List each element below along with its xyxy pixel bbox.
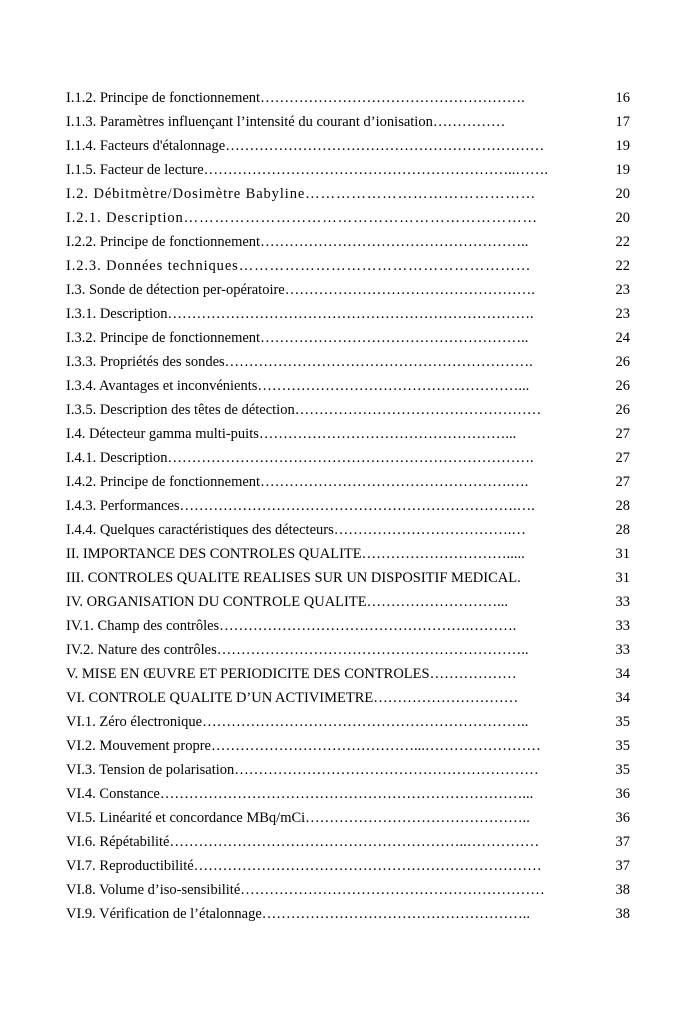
- toc-entry-title: I.3.5. Description des têtes de détection……………………………………………: [66, 402, 542, 418]
- toc-entry: [66, 830, 636, 854]
- toc-entry: [66, 374, 636, 398]
- toc-entry: [66, 542, 636, 566]
- toc-entry-page: 37: [615, 858, 630, 874]
- toc-entry-title: I.3.1. Description………………………………………………………………….: [66, 306, 534, 322]
- toc-entry-title: I.1.5. Facteur de lecture………………………………………………………..…….: [66, 162, 549, 178]
- toc-entry-page: 31: [615, 546, 630, 562]
- toc-entry-page: 33: [615, 618, 630, 634]
- toc-entry: [66, 518, 636, 542]
- toc-entry: [66, 110, 636, 134]
- toc-entry-title: II. IMPORTANCE DES CONTROLES QUALITE………………………….....: [66, 546, 525, 562]
- toc-entry-page: 22: [615, 258, 630, 274]
- toc-entry-title: IV.2. Nature des contrôles………………………………………………………..: [66, 642, 529, 658]
- toc-entry: [66, 806, 636, 830]
- toc-entry: [66, 182, 636, 206]
- toc-entry-page: 27: [615, 426, 630, 442]
- toc-entry-title: I.3.2. Principe de fonctionnement………………………………………………..: [66, 330, 529, 346]
- toc-entry-page: 34: [615, 690, 630, 706]
- toc-entry-page: 27: [615, 474, 630, 490]
- toc-entry-page: 35: [615, 714, 630, 730]
- toc-entry: [66, 470, 636, 494]
- toc-entry-page: 27: [615, 450, 630, 466]
- toc-entry-page: 38: [615, 882, 630, 898]
- toc-entry: [66, 398, 636, 422]
- toc-entry: [66, 758, 636, 782]
- toc-entry-title: I.4.3. Performances…………………………………………………………….….: [66, 498, 535, 514]
- toc-entry-page: 36: [615, 786, 630, 802]
- toc-entry-page: 26: [615, 378, 630, 394]
- toc-entry-page: 28: [615, 522, 630, 538]
- toc-entry: [66, 206, 636, 230]
- toc-entry-page: 23: [615, 306, 630, 322]
- toc-entry: [66, 638, 636, 662]
- toc-entry-title: VI.7. Reproductibilité………………………………………………………………: [66, 858, 542, 874]
- toc-entry-title: I.1.2. Principe de fonctionnement……………………………………………….: [66, 90, 525, 106]
- toc-entry-title: VI.2. Mouvement propre……………………………………...……………………: [66, 738, 541, 754]
- toc-entry-title: I.2.3. Données techniques…………………………………………………: [66, 258, 532, 274]
- toc-entry-page: 19: [615, 162, 630, 178]
- toc-entry: [66, 878, 636, 902]
- toc-entry-page: 16: [615, 90, 630, 106]
- toc-entry-title: VI.9. Vérification de l’étalonnage………………………………………………..: [66, 906, 531, 922]
- toc-entry-title: III. CONTROLES QUALITE REALISES SUR UN DISPOSITIF MEDICAL.: [66, 570, 521, 586]
- toc-entry: [66, 614, 636, 638]
- toc-entry-page: 22: [615, 234, 630, 250]
- toc-entry: [66, 254, 636, 278]
- toc-entry: [66, 494, 636, 518]
- toc-entry-page: 34: [615, 666, 630, 682]
- toc-entry-page: 26: [615, 402, 630, 418]
- toc-entry: [66, 662, 636, 686]
- toc-entry: [66, 734, 636, 758]
- toc-entry-page: 23: [615, 282, 630, 298]
- toc-entry-page: 20: [615, 210, 630, 226]
- toc-entry-page: 26: [615, 354, 630, 370]
- toc-entry-title: VI.8. Volume d’iso-sensibilité………………………………………………………: [66, 882, 545, 898]
- toc-entry-title: I.3.4. Avantages et inconvénients………………………………………………...: [66, 378, 530, 394]
- toc-entry-page: 38: [615, 906, 630, 922]
- toc-entry-page: 24: [615, 330, 630, 346]
- toc-entry-page: 31: [615, 570, 630, 586]
- toc-entry-title: I.4.4. Quelques caractéristiques des détecteurs……………………………….…: [66, 522, 526, 538]
- toc-entry: [66, 446, 636, 470]
- toc-entry-page: 28: [615, 498, 630, 514]
- toc-entry-title: I.2. Débitmètre/Dosimètre Babyline………………………………………: [66, 186, 537, 202]
- toc-entry-page: 35: [615, 738, 630, 754]
- table-of-contents: [66, 86, 636, 926]
- toc-entry-title: VI.5. Linéarité et concordance MBq/mCi………………………………………..: [66, 810, 530, 826]
- toc-entry-page: 33: [615, 642, 630, 658]
- toc-entry-title: VI.3. Tension de polarisation………………………………………………………: [66, 762, 539, 778]
- toc-entry-page: 33: [615, 594, 630, 610]
- toc-entry-title: I.3. Sonde de détection per-opératoire…………………………………………….: [66, 282, 535, 298]
- toc-entry: [66, 710, 636, 734]
- toc-entry-title: IV.1. Champ des contrôles…………………………………………….……….: [66, 618, 517, 634]
- toc-entry: [66, 422, 636, 446]
- toc-entry: [66, 158, 636, 182]
- toc-entry-title: VI. CONTROLE QUALITE D’UN ACTIVIMETRE…………………………: [66, 690, 519, 706]
- toc-entry: [66, 326, 636, 350]
- toc-entry: [66, 590, 636, 614]
- toc-entry-page: 19: [615, 138, 630, 154]
- toc-entry-title: I.1.4. Facteurs d'étalonnage…………………………………………………………: [66, 138, 545, 154]
- toc-entry-page: 37: [615, 834, 630, 850]
- toc-entry-title: I.2.2. Principe de fonctionnement………………………………………………..: [66, 234, 529, 250]
- toc-entry: [66, 782, 636, 806]
- toc-entry-title: VI.1. Zéro électronique…………………………………………………………..: [66, 714, 529, 730]
- toc-entry: [66, 302, 636, 326]
- toc-entry: [66, 350, 636, 374]
- toc-entry: [66, 230, 636, 254]
- toc-entry: [66, 278, 636, 302]
- toc-entry: [66, 686, 636, 710]
- toc-entry: [66, 902, 636, 926]
- toc-entry-title: I.4. Détecteur gamma multi-puits……………………………………………...: [66, 426, 517, 442]
- toc-entry-title: IV. ORGANISATION DU CONTROLE QUALITE………………………...: [66, 594, 508, 610]
- toc-entry-title: I.4.1. Description………………………………………………………………….: [66, 450, 534, 466]
- toc-entry-page: 17: [615, 114, 630, 130]
- toc-entry-title: I.2.1. Description……………………………………………………………: [66, 210, 538, 226]
- toc-entry: [66, 86, 636, 110]
- toc-entry: [66, 854, 636, 878]
- toc-entry-page: 36: [615, 810, 630, 826]
- toc-entry-title: I.1.3. Paramètres influençant l’intensité du courant d’ionisation……………: [66, 114, 506, 130]
- toc-entry-title: VI.4. Constance…………………………………………………………………...: [66, 786, 534, 802]
- toc-entry-title: V. MISE EN ŒUVRE ET PERIODICITE DES CONTROLES………………: [66, 666, 517, 682]
- toc-entry-title: I.3.3. Propriétés des sondes……………………………………………………….: [66, 354, 533, 370]
- toc-entry-page: 35: [615, 762, 630, 778]
- toc-entry-title: I.4.2. Principe de fonctionnement…………………………………………….….: [66, 474, 529, 490]
- toc-entry-title: VI.6. Répétabilité……………………………………………………..……………: [66, 834, 540, 850]
- toc-entry-page: 20: [615, 186, 630, 202]
- toc-entry: [66, 134, 636, 158]
- toc-entry: [66, 566, 636, 590]
